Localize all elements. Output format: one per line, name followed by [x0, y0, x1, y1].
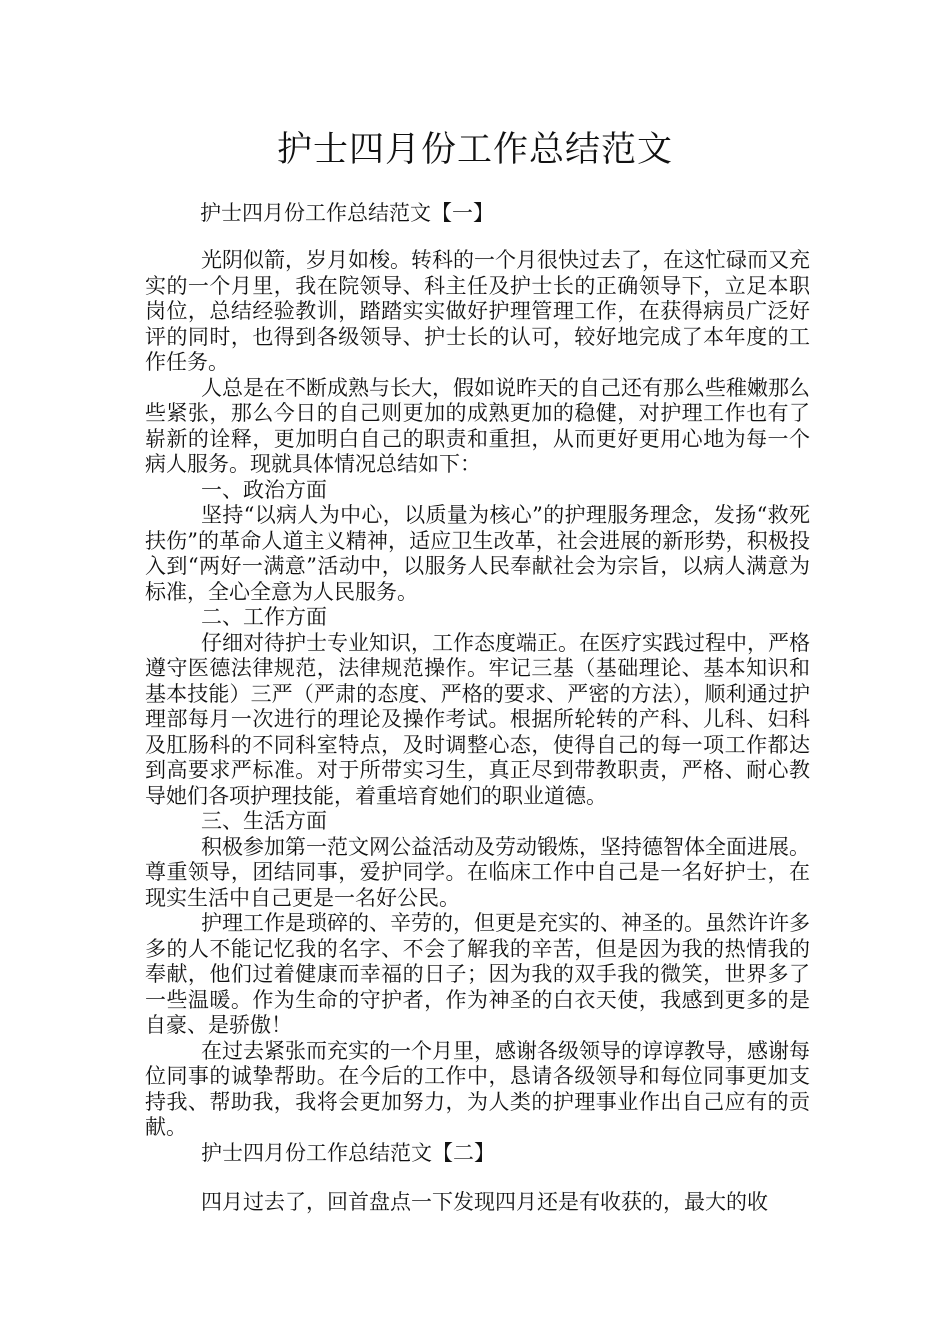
paragraph: 人总是在不断成熟与长大，假如说昨天的自己还有那么些稚嫩那么些紧张，那么今日的自己则更加的成熟更加的稳健，对护理工作也有了崭新的诠释，更加明白自己的职责和重担，从而更好更用心地为每一个病人服务。现就具体情况总结如下：	[145, 375, 810, 476]
paragraph: 坚持“以病人为中心，以质量为核心”的护理服务理念，发扬“救死扶伤”的革命人道主义精神，适应卫生改革，社会进展的新形势，积极投入到“两好一满意”活动中，以服务人民奉献社会为宗旨，以病人满意为标准，全心全意为人民服务。	[145, 503, 810, 604]
paragraph: 在过去紧张而充实的一个月里，感谢各级领导的谆谆教导，感谢每位同事的诚挚帮助。在今后的工作中，恳请各级领导和每位同事更加支持我、帮助我，我将会更加努力，为人类的护理事业作出自己应有的贡献。	[145, 1038, 810, 1139]
paragraph: 护理工作是琐碎的、辛劳的，但更是充实的、神圣的。虽然许许多多的人不能记忆我的名字、不会了解我的辛苦，但是因为我的热情我的奉献，他们过着健康而幸福的日子；因为我的双手我的微笑，世界多了一些温暖。作为生命的守护者，作为神圣的白衣天使，我感到更多的是自豪、是骄傲！	[145, 911, 810, 1037]
document-title: 护士四月份工作总结范文	[276, 130, 673, 170]
paragraph: 四月过去了，回首盘点一下发现四月还是有收获的，最大的收	[201, 1190, 768, 1214]
section-heading-2: 护士四月份工作总结范文【二】	[201, 1140, 495, 1165]
subheading-politics: 一、政治方面	[201, 477, 327, 502]
paragraph: 光阴似箭，岁月如梭。转科的一个月很快过去了，在这忙碌而又充实的一个月里，我在院领导、科主任及护士长的正确领导下，立足本职岗位，总结经验教训，踏踏实实做好护理管理工作，在获得病员广泛好评的同时，也得到各级领导、护士长的认可，较好地完成了本年度的工作任务。	[145, 248, 810, 374]
paragraph: 积极参加第一范文网公益活动及劳动锻炼，坚持德智体全面进展。尊重领导，团结同事，爱护同学。在临床工作中自己是一名好护士，在现实生活中自己更是一名好公民。	[145, 834, 810, 910]
subheading-work: 二、工作方面	[201, 605, 327, 629]
paragraph: 仔细对待护士专业知识，工作态度端正。在医疗实践过程中，严格遵守医德法律规范，法律规范操作。牢记三基（基础理论、基本知识和基本技能）三严（严肃的态度、严格的要求、严密的方法），顺利通过护理部每月一次进行的理论及操作考试。根据所轮转的产科、儿科、妇科及肛肠科的不同科室特点，及时调整心态，使得自己的每一项工作都达到高要求严标准。对于所带实习生，真正尽到带教职责，严格、耐心教导她们各项护理技能，着重培育她们的职业道德。	[145, 630, 810, 808]
section-1-body	[145, 248, 810, 1216]
section-heading-1: 护士四月份工作总结范文【一】	[200, 201, 494, 225]
subheading-life: 三、生活方面	[201, 809, 327, 833]
